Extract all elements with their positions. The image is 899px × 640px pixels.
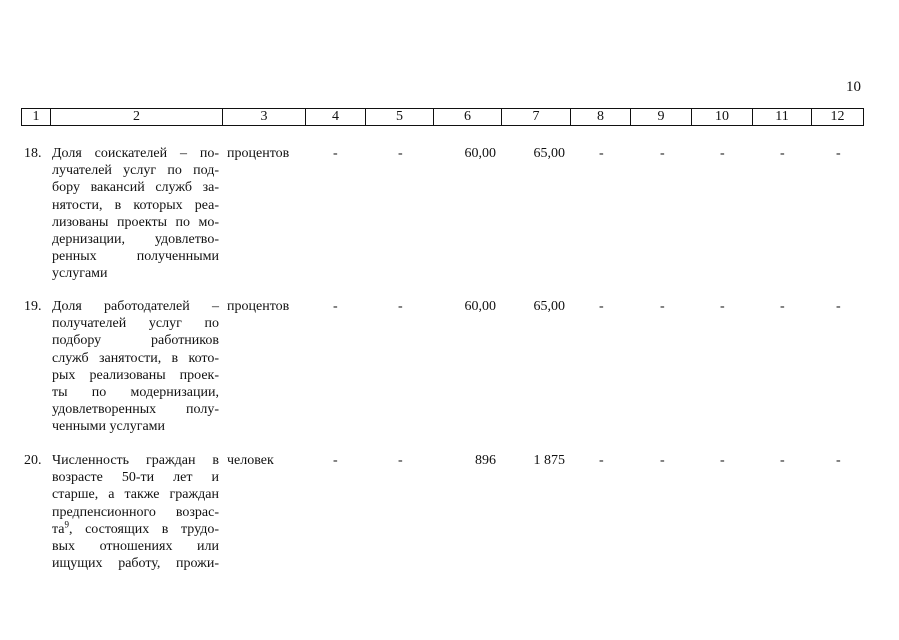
col-header-4: 4 bbox=[306, 109, 366, 126]
row-number: 19. bbox=[24, 299, 42, 314]
table-header bbox=[21, 108, 864, 126]
cell-col12: - bbox=[836, 453, 841, 468]
cell-col4: - bbox=[333, 453, 338, 468]
col-header-10: 10 bbox=[692, 109, 753, 126]
unit: процентов bbox=[227, 146, 290, 161]
cell-col7: 1 875 bbox=[533, 453, 565, 468]
name-fragment: , состоящих в трудо- bbox=[69, 521, 219, 537]
col-header-7: 7 bbox=[502, 109, 571, 126]
footnote-marker: 9 bbox=[64, 519, 70, 530]
cell-col10: - bbox=[720, 299, 725, 314]
cell-col11: - bbox=[780, 146, 785, 161]
name-line: удовлетворенных полу- bbox=[52, 402, 219, 418]
col-header-1: 1 bbox=[22, 109, 51, 126]
name-line: рых реализованы проек- bbox=[52, 367, 219, 383]
cell-col6: 896 bbox=[475, 453, 496, 468]
cell-col6: 60,00 bbox=[464, 146, 496, 161]
row-number: 18. bbox=[24, 146, 42, 161]
cell-col8: - bbox=[599, 453, 604, 468]
indicator-name bbox=[52, 298, 219, 436]
cell-col5: - bbox=[398, 299, 403, 314]
unit: процентов bbox=[227, 299, 290, 314]
name-line-with-footnote bbox=[52, 521, 219, 538]
name-line: служб занятости, в кото- bbox=[52, 350, 219, 366]
cell-col6: 60,00 bbox=[464, 299, 496, 314]
col-header-8: 8 bbox=[571, 109, 631, 126]
name-line: лизованы проекты по мо- bbox=[52, 214, 219, 230]
name-line: бору вакансий служб за- bbox=[52, 180, 219, 196]
col-header-3: 3 bbox=[223, 109, 306, 126]
name-fragment: та bbox=[52, 521, 65, 537]
row-number: 20. bbox=[24, 453, 42, 468]
indicator-name bbox=[52, 452, 219, 572]
col-header-5: 5 bbox=[366, 109, 434, 126]
name-line: предпенсионного возрас- bbox=[52, 504, 219, 520]
page-number: 10 bbox=[846, 79, 861, 95]
cell-col10: - bbox=[720, 146, 725, 161]
name-line: нятости, в которых реа- bbox=[52, 197, 219, 213]
cell-col7: 65,00 bbox=[533, 299, 565, 314]
name-line: Доля соискателей – по- bbox=[52, 146, 219, 161]
name-line: подбору работников bbox=[52, 333, 219, 349]
name-line: старше, а также граждан bbox=[52, 487, 219, 503]
cell-col5: - bbox=[398, 453, 403, 468]
name-line: ищущих работу, прожи- bbox=[52, 556, 219, 572]
cell-col7: 65,00 bbox=[533, 146, 565, 161]
col-header-9: 9 bbox=[631, 109, 692, 126]
name-line: услугами bbox=[52, 266, 108, 282]
name-line: вых отношениях или bbox=[52, 539, 219, 555]
col-header-12: 12 bbox=[812, 109, 864, 126]
name-line: дернизации, удовлетво- bbox=[52, 232, 219, 248]
name-line: ренных полученными bbox=[52, 249, 219, 265]
cell-col11: - bbox=[780, 453, 785, 468]
name-line: лучателей услуг по под- bbox=[52, 163, 219, 179]
cell-col8: - bbox=[599, 146, 604, 161]
cell-col10: - bbox=[720, 453, 725, 468]
cell-col9: - bbox=[660, 299, 665, 314]
cell-col9: - bbox=[660, 146, 665, 161]
cell-col5: - bbox=[398, 146, 403, 161]
col-header-2: 2 bbox=[51, 109, 223, 126]
name-line: получателей услуг по bbox=[52, 316, 219, 332]
name-line: Доля работодателей – bbox=[52, 299, 219, 314]
indicator-name bbox=[52, 145, 219, 283]
cell-col11: - bbox=[780, 299, 785, 314]
name-line: ты по модернизации, bbox=[52, 385, 219, 401]
name-line: Численность граждан в bbox=[52, 453, 219, 468]
col-header-11: 11 bbox=[753, 109, 812, 126]
cell-col4: - bbox=[333, 146, 338, 161]
name-line: возрасте 50-ти лет и bbox=[52, 470, 219, 486]
cell-col12: - bbox=[836, 146, 841, 161]
col-header-6: 6 bbox=[434, 109, 502, 126]
cell-col12: - bbox=[836, 299, 841, 314]
cell-col4: - bbox=[333, 299, 338, 314]
cell-col9: - bbox=[660, 453, 665, 468]
cell-col8: - bbox=[599, 299, 604, 314]
name-line: ченными услугами bbox=[52, 419, 166, 435]
unit: человек bbox=[227, 453, 274, 468]
